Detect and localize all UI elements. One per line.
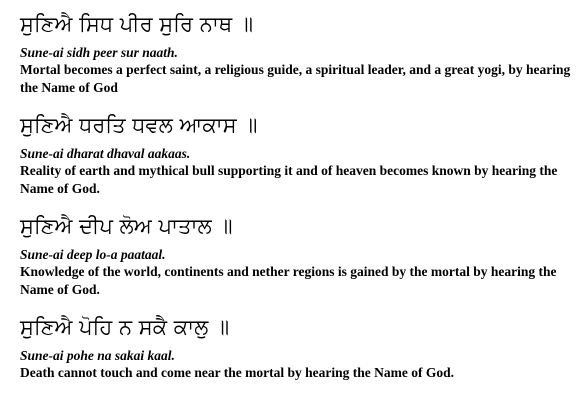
verse-transliteration: Sune-ai deep lo-a paataal. <box>20 247 166 262</box>
verse-spacer <box>20 97 582 111</box>
verse-translation: Death cannot touch and come near the mortal by hearing the Name of God. <box>20 365 454 380</box>
verse-translation: Reality of earth and mythical bull supporting it and of heaven becomes known by hearing the Name of God. <box>20 163 558 196</box>
verse-spacer <box>20 299 582 313</box>
verse-gurmukhi: ਸੁਣਿਐ ਸਿਧ ਪੀਰ ਸੁਰਿ ਨਾਥ ॥ <box>20 12 254 36</box>
verse-2 <box>20 111 582 198</box>
verse-gurmukhi: ਸੁਣਿਐ ਪੋਹਿ ਨ ਸਕੈ ਕਾਲੁ ॥ <box>20 315 230 339</box>
verse-translation: Knowledge of the world, continents and nether regions is gained by the mortal by hearing the Name of God. <box>20 264 557 297</box>
verse-spacer <box>20 198 582 212</box>
verse-transliteration: Sune-ai dharat dhaval aakaas. <box>20 146 191 161</box>
verse-gurmukhi: ਸੁਣਿਐ ਦੀਪ ਲੋਅ ਪਾਤਾਲ ॥ <box>20 214 233 238</box>
verse-gurmukhi: ਸੁਣਿਐ ਧਰਤਿ ਧਵਲ ਆਕਾਸ ॥ <box>20 113 258 137</box>
verse-translation: Mortal becomes a perfect saint, a religious guide, a spiritual leader, and a great yogi, by hearing the Name of God <box>20 62 571 95</box>
verse-transliteration: Sune-ai pohe na sakai kaal. <box>20 348 175 363</box>
verse-transliteration: Sune-ai sidh peer sur naath. <box>20 45 178 60</box>
verse-3 <box>20 212 582 299</box>
scripture-page <box>20 10 582 382</box>
verse-1 <box>20 10 582 97</box>
verse-4 <box>20 313 582 382</box>
